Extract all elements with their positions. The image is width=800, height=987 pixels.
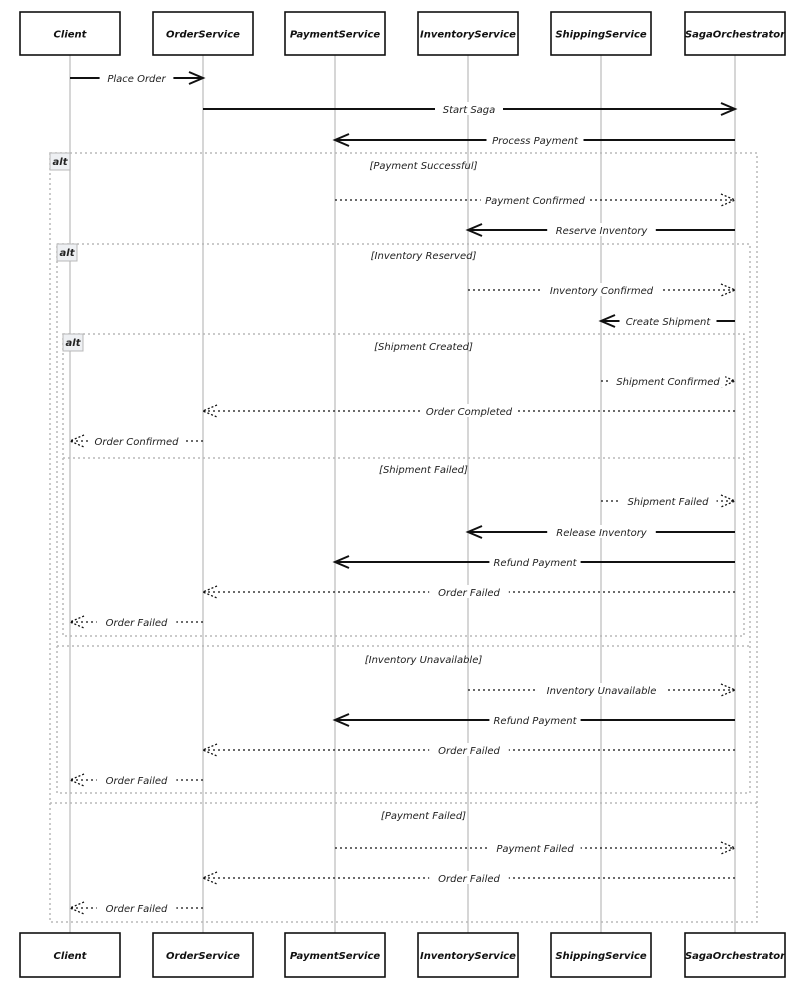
message-label: Refund Payment	[493, 558, 577, 569]
participant-sagaorchestrator-bottom	[685, 933, 786, 977]
message	[468, 683, 735, 697]
guard-condition: [Payment Failed]	[380, 811, 467, 822]
participant-sagaorchestrator-top	[685, 12, 786, 55]
message-label: Shipment Confirmed	[616, 377, 720, 388]
message-label: Order Failed	[438, 588, 500, 599]
arrowhead-icon	[721, 842, 735, 854]
message-label: Payment Failed	[496, 844, 574, 855]
message	[601, 314, 735, 328]
guard-condition: [Shipment Created]	[374, 342, 473, 353]
message-label: Shipment Failed	[627, 497, 709, 508]
message	[203, 871, 735, 885]
message	[203, 585, 735, 599]
participant-label: Client	[53, 29, 87, 41]
guard-condition: [Inventory Reserved]	[370, 251, 477, 262]
message	[203, 743, 735, 757]
message	[203, 102, 735, 116]
participant-label: ShippingService	[555, 951, 647, 962]
participant-orderservice-bottom	[153, 933, 253, 977]
message	[335, 555, 735, 569]
message-label: Process Payment	[492, 136, 578, 147]
guard-condition: [Shipment Failed]	[379, 465, 468, 476]
message	[70, 434, 203, 448]
message	[468, 223, 735, 237]
participant-label: Client	[53, 951, 87, 962]
participant-client-bottom	[20, 933, 120, 977]
participant-label: OrderService	[166, 29, 240, 41]
message-label: Reserve Inventory	[555, 226, 648, 237]
message-label: Order Failed	[105, 904, 168, 915]
participant-paymentservice-bottom	[285, 933, 385, 977]
message	[335, 133, 735, 147]
message	[468, 283, 735, 297]
participant-label: InventoryService	[420, 951, 516, 962]
message-label: Order Failed	[105, 618, 168, 629]
message	[335, 841, 735, 855]
message	[601, 494, 735, 508]
participant-inventoryservice-top	[418, 12, 518, 55]
participant-orderservice-top	[153, 12, 253, 55]
message-label: Order Failed	[105, 776, 168, 787]
participant-shippingservice-bottom	[551, 933, 651, 977]
message-label: Inventory Confirmed	[549, 286, 654, 297]
fragment-type: alt	[59, 248, 75, 259]
message-label: Place Order	[107, 74, 166, 85]
guard-condition: [Payment Successful]	[369, 161, 478, 172]
message	[70, 71, 203, 85]
guard-condition: [Inventory Unavailable]	[364, 655, 483, 666]
arrowhead-icon	[721, 194, 735, 206]
participant-paymentservice-top	[285, 12, 385, 55]
message-label: Create Shipment	[625, 317, 711, 328]
message-label: Inventory Unavailable	[546, 686, 657, 697]
message	[70, 773, 203, 787]
message-label: Order Completed	[425, 407, 513, 418]
message	[70, 901, 203, 915]
message	[335, 193, 735, 207]
participant-label: OrderService	[166, 951, 240, 962]
participant-label: SagaOrchestrator	[684, 951, 786, 962]
message	[203, 404, 735, 418]
message-label: Payment Confirmed	[485, 196, 585, 207]
message-label: Order Failed	[438, 874, 500, 885]
participant-inventoryservice-bottom	[418, 933, 518, 977]
message	[601, 374, 735, 388]
message-label: Order Confirmed	[94, 437, 179, 448]
participant-client-top	[20, 12, 120, 55]
fragment-type: alt	[52, 157, 68, 168]
fragment-type: alt	[65, 338, 81, 349]
participant-label: PaymentService	[289, 29, 381, 41]
message	[70, 615, 203, 629]
participant-label: PaymentService	[289, 951, 381, 962]
participant-label: ShippingService	[555, 29, 647, 41]
message	[468, 525, 735, 539]
message-label: Order Failed	[438, 746, 500, 757]
participant-shippingservice-top	[551, 12, 651, 55]
message	[335, 713, 735, 727]
message-label: Release Inventory	[556, 528, 647, 539]
message-label: Refund Payment	[493, 716, 577, 727]
participant-label: InventoryService	[420, 29, 516, 41]
message-label: Start Saga	[442, 105, 496, 116]
participant-label: SagaOrchestrator	[684, 29, 786, 41]
